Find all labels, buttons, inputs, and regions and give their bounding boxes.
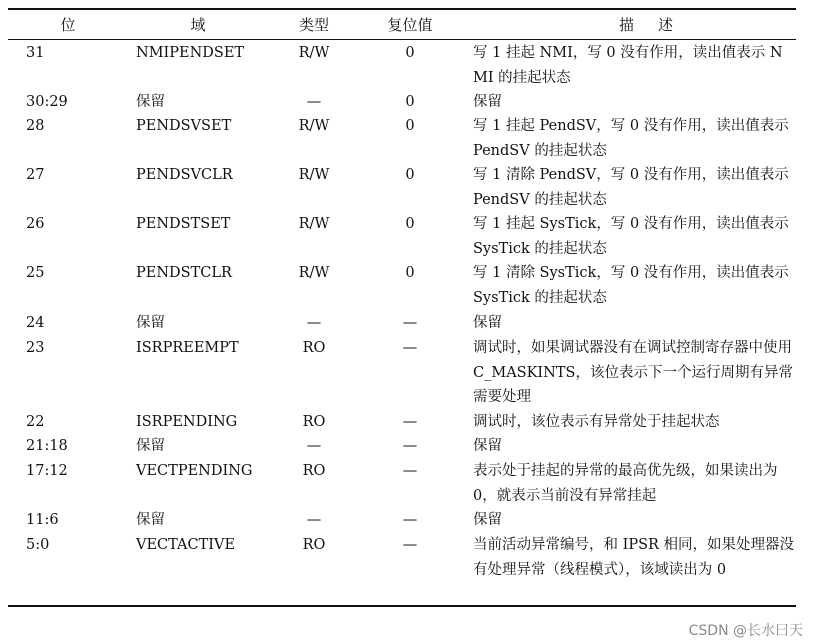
cell-field: NMIPENDSET [136,45,245,61]
header-bit: 位 [60,16,76,34]
cell-type: R/W [298,265,330,281]
cell-desc: 表示处于挂起的异常的最高优先级，如果读出为 0，就表示当前没有异常挂起 [473,463,778,504]
cell-desc: 保留 [473,315,502,331]
header-field: 域 [190,16,206,34]
cell-reset: — [402,512,418,528]
cell-bit: 11:6 [26,512,59,528]
cell-bit: 25 [26,265,45,281]
cell-field: PENDSVCLR [136,167,233,183]
cell-desc: 保留 [473,438,502,454]
cell-type: RO [302,414,326,430]
cell-type: — [306,512,322,528]
cell-field: ISRPREEMPT [136,340,239,356]
cell-type: — [306,315,322,331]
cell-reset: 0 [405,45,415,61]
cell-reset: — [402,340,418,356]
cell-reset: 0 [405,265,415,281]
cell-field: VECTPENDING [136,463,253,479]
cell-field: 保留 [136,512,165,528]
cell-bit: 23 [26,340,45,356]
cell-field: PENDSTCLR [136,265,232,281]
table-bottom-rule [8,605,796,607]
cell-type: R/W [298,216,330,232]
cell-type: R/W [298,118,330,134]
cell-reset: — [402,537,418,553]
cell-type: — [306,94,322,110]
cell-field: PENDSVSET [136,118,232,134]
cell-field: ISRPENDING [136,414,238,430]
cell-desc: 调试时，该位表示有异常处于挂起状态 [473,414,720,430]
cell-reset: 0 [405,94,415,110]
cell-type: R/W [298,167,330,183]
cell-type: RO [302,340,326,356]
cell-bit: 31 [26,45,45,61]
cell-field: 保留 [136,438,165,454]
cell-desc: 写 1 挂起 PendSV，写 0 没有作用，读出值表示 PendSV 的挂起状态 [473,118,789,159]
cell-desc: 保留 [473,512,502,528]
cell-type: RO [302,463,326,479]
cell-reset: 0 [405,216,415,232]
header-type: 类型 [298,16,329,34]
cell-desc: 保留 [473,94,502,110]
cell-desc: 写 1 清除 SysTick，写 0 没有作用，读出值表示 SysTick 的挂起状态 [473,265,789,306]
header-reset: 复位值 [387,16,433,34]
header-desc: 描述 [618,16,697,34]
cell-field: 保留 [136,94,165,110]
cell-bit: 30:29 [26,94,68,110]
cell-field: 保留 [136,315,165,331]
cell-field: VECTACTIVE [136,537,236,553]
cell-reset: 0 [405,118,415,134]
cell-desc: 当前活动异常编号，和 IPSR 相同，如果处理器没有处理异常（线程模式），该域读出为 0 [473,537,795,578]
cell-desc: 调试时，如果调试器没有在调试控制寄存器中使用 C_MASKINTS，该位表示下一个运行周期有异常需要处理 [473,340,793,405]
cell-type: — [306,438,322,454]
cell-bit: 27 [26,167,45,183]
cell-type: R/W [298,45,330,61]
cell-bit: 21:18 [26,438,68,454]
cell-reset: — [402,315,418,331]
cell-desc: 写 1 挂起 NMI，写 0 没有作用，读出值表示 NMI 的挂起状态 [473,45,783,86]
cell-desc: 写 1 挂起 SysTick，写 0 没有作用，读出值表示 SysTick 的挂起状态 [473,216,789,257]
table-header-rule [8,39,796,40]
cell-reset: 0 [405,167,415,183]
cell-type: RO [302,537,326,553]
cell-reset: — [402,463,418,479]
cell-field: PENDSTSET [136,216,231,232]
cell-bit: 26 [26,216,45,232]
cell-bit: 24 [26,315,45,331]
cell-reset: — [402,414,418,430]
cell-bit: 28 [26,118,45,134]
cell-bit: 17:12 [26,463,68,479]
cell-bit: 5:0 [26,537,50,553]
cell-reset: — [402,438,418,454]
cell-desc: 写 1 清除 PendSV，写 0 没有作用，读出值表示 PendSV 的挂起状态 [473,167,789,208]
cell-bit: 22 [26,414,45,430]
watermark: CSDN @长水曰天 [688,623,803,639]
